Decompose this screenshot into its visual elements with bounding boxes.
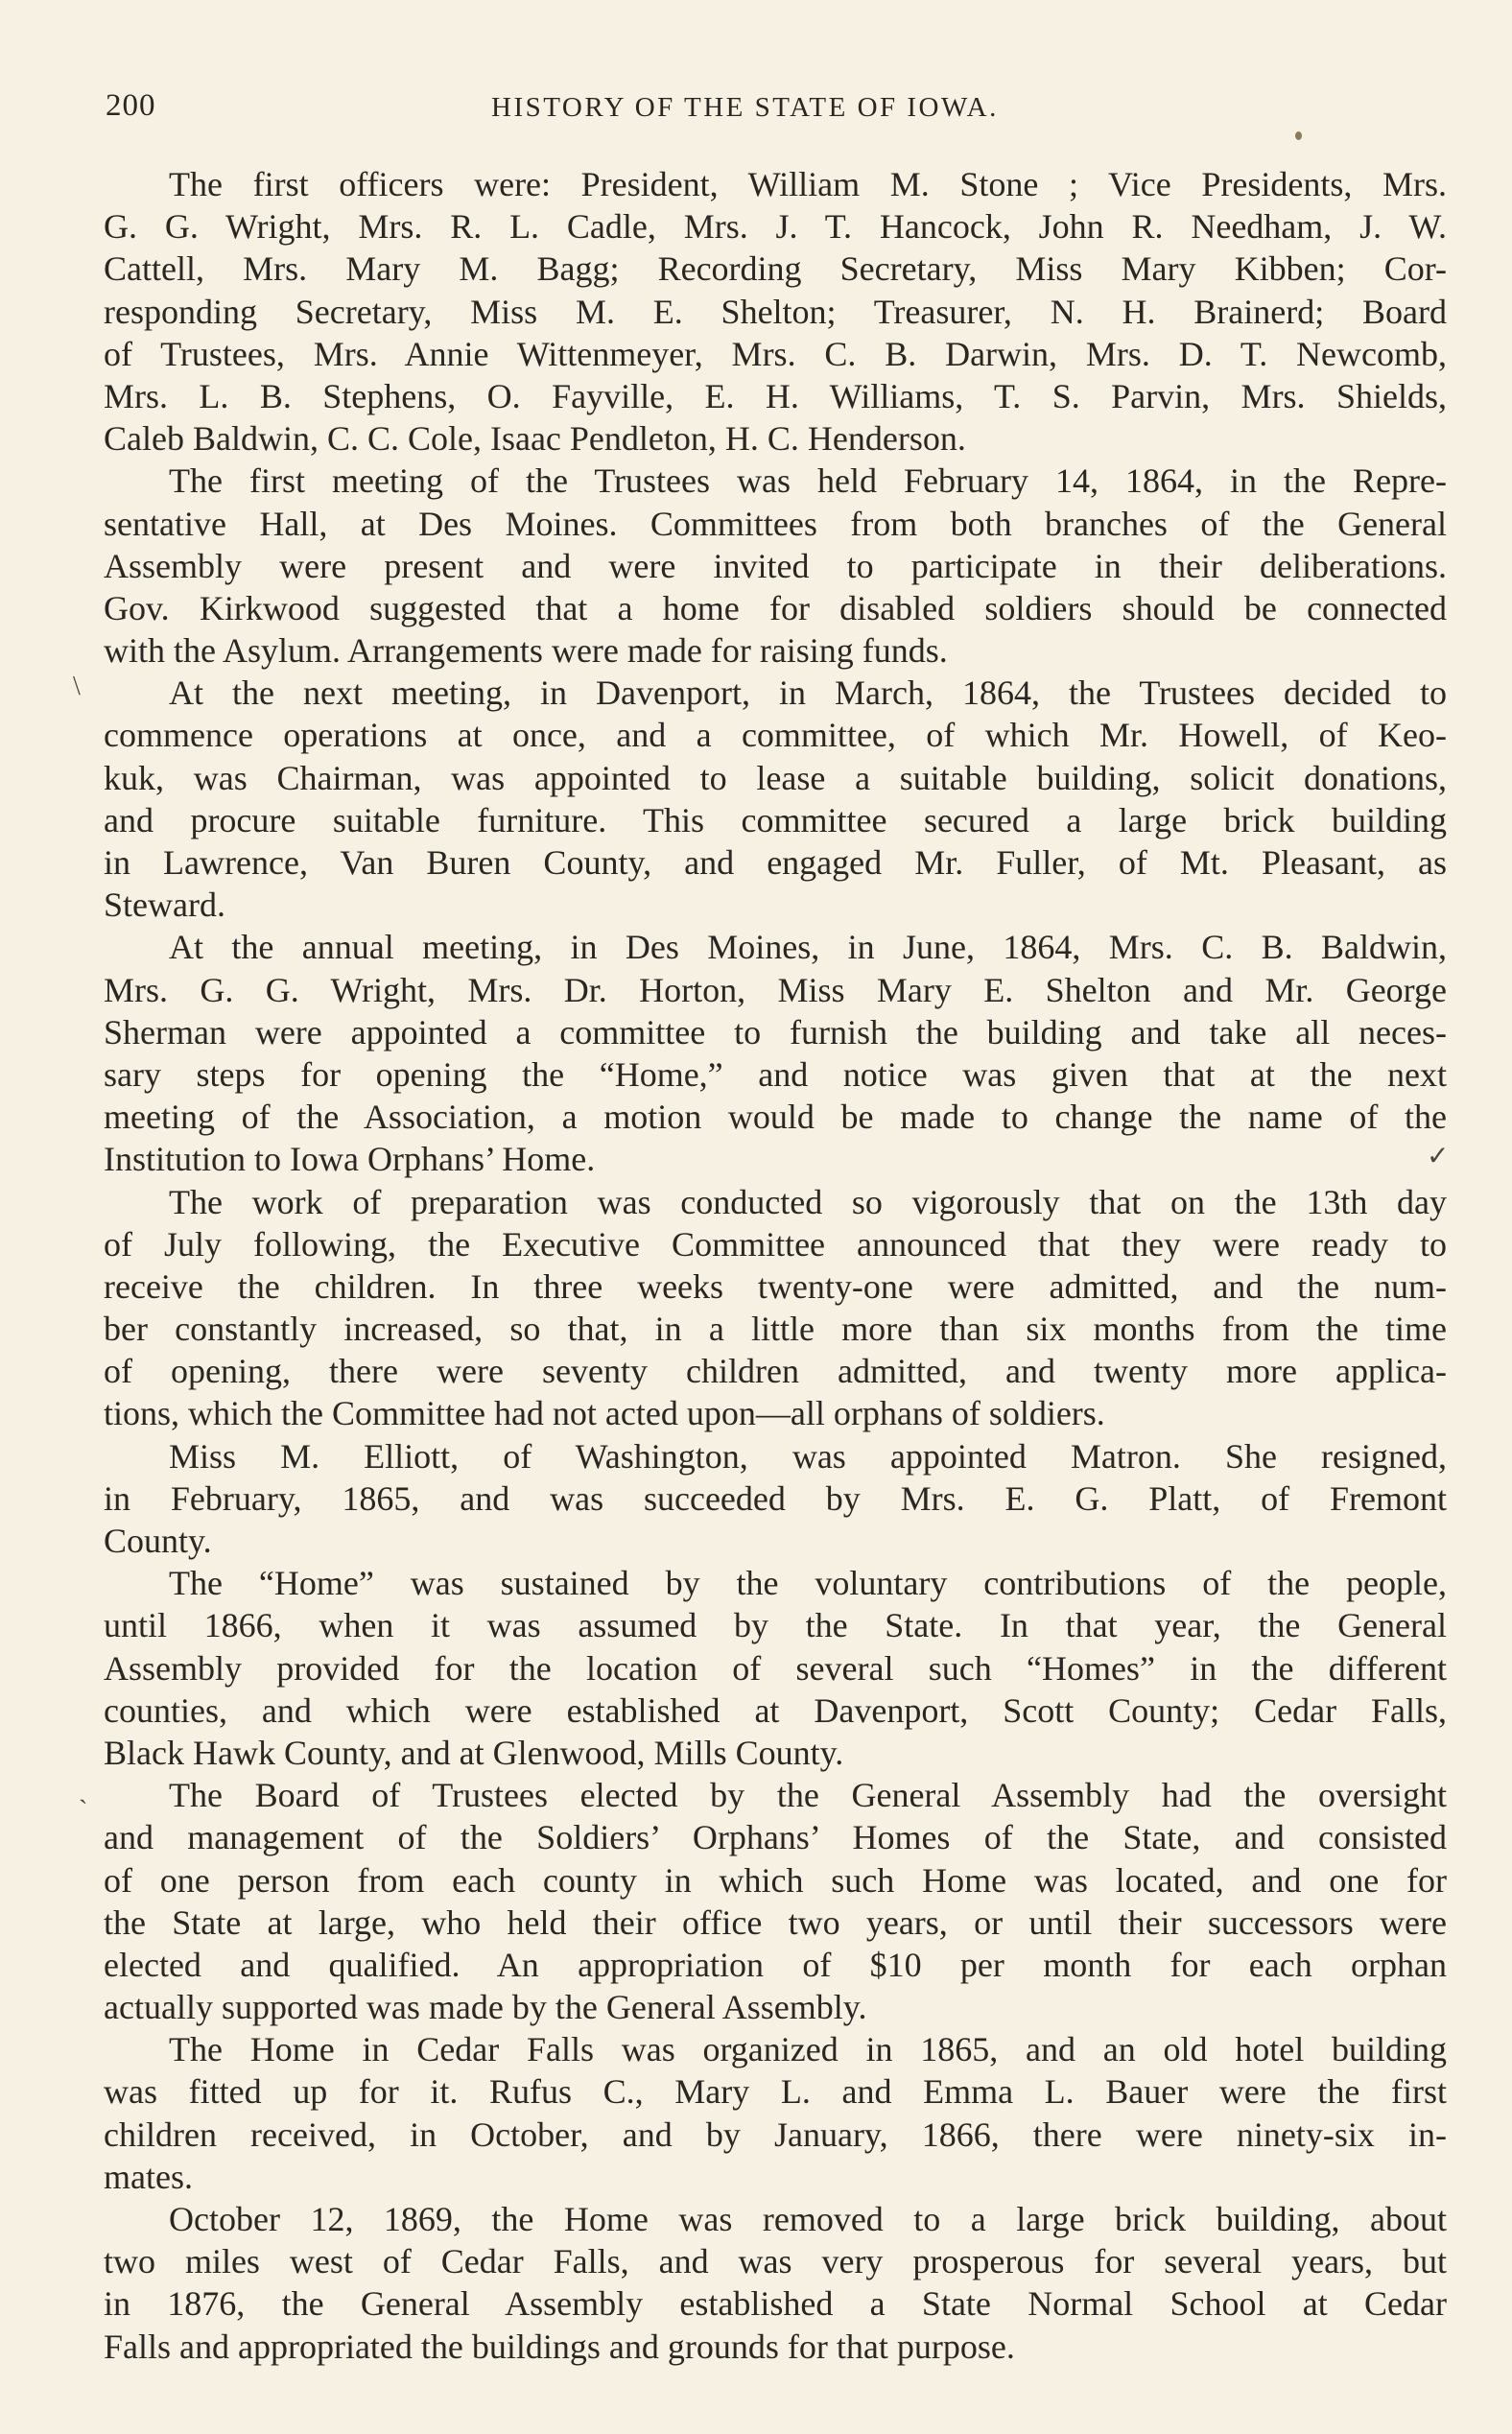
text-line: At the annual meeting, in Des Moines, in June, 1864, Mrs. C. B. Baldwin, [169,928,1447,967]
text-line: The work of preparation was conducted so vigorously that on the 13th day [169,1182,1447,1221]
text-line: Mrs. G. G. Wright, Mrs. Dr. Horton, Miss Mary E. Shelton and Mr. George [104,970,1447,1009]
text-line: The Home in Cedar Falls was organized in 1865, and an old hotel building [169,2030,1447,2069]
text-line: Falls and appropriated the buildings and grounds for that purpose. [104,2327,1015,2366]
text-line: two miles west of Cedar Falls, and was very prosperous for several years, but [104,2242,1447,2281]
text-line: sary steps for opening the “Home,” and notice was given that at the next [104,1054,1447,1094]
text-line: ber constantly increased, so that, in a little more than six months from the time [104,1310,1447,1349]
text-line: with the Asylum. Arrangements were made for raising funds. [104,631,948,671]
text-line: actually supported was made by the General Assembly. [104,1988,867,2027]
margin-check-mark: ✓ [1427,1142,1450,1171]
text-line: Cattell, Mrs. Mary M. Bagg; Recording Secretary, Miss Mary Kibben; Cor- [104,249,1447,289]
text-line: Sherman were appointed a committee to furnish the building and take all neces- [104,1012,1447,1052]
text-line: of opening, there were seventy children admitted, and twenty more applica- [104,1352,1447,1391]
text-line: was fitted up for it. Rufus C., Mary L. and Emma L. Bauer were the first [104,2072,1447,2112]
margin-tick-mark: ˎ [79,1775,88,1805]
text-line: kuk, was Chairman, was appointed to lease a suitable building, solicit donations, [104,758,1447,797]
text-line: mates. [104,2157,193,2196]
text-line: Institution to Iowa Orphans’ Home. [104,1140,596,1179]
text-line: The Board of Trustees elected by the General Assembly had the oversight [169,1776,1447,1815]
text-line: responding Secretary, Miss M. E. Shelton; Treasurer, N. H. Brainerd; Board [104,292,1447,331]
text-line: receive the children. In three weeks twenty-one were admitted, and the num- [104,1266,1447,1306]
text-line: Black Hawk County, and at Glenwood, Mills County. [104,1733,844,1772]
text-line: Miss M. Elliott, of Washington, was appointed Matron. She resigned, [169,1436,1447,1476]
text-line: of Trustees, Mrs. Annie Wittenmeyer, Mrs. C. B. Darwin, Mrs. D. T. Newcomb, [104,334,1447,373]
text-line: children received, in October, and by January, 1866, there were ninety-six in- [104,2115,1447,2154]
text-line: counties, and which were established at Davenport, Scott County; Cedar Falls, [104,1690,1447,1730]
text-line: At the next meeting, in Davenport, in March, 1864, the Trustees decided to [169,673,1447,713]
margin-tick-mark: \ [73,672,81,701]
text-line: of July following, the Executive Committee announced that they were ready to [104,1224,1447,1264]
text-line: Mrs. L. B. Stephens, O. Fayville, E. H. Williams, T. S. Parvin, Mrs. Shields, [104,376,1447,415]
text-line: in Lawrence, Van Buren County, and engaged Mr. Fuller, of Mt. Pleasant, as [104,843,1447,882]
text-line: G. G. Wright, Mrs. R. L. Cadle, Mrs. J. T. Hancock, John R. Needham, J. W. [104,207,1447,247]
text-line: The first officers were: President, William M. Stone ; Vice Presidents, Mrs. [169,165,1447,203]
text-line: Assembly were present and were invited to participate in their deliberations. [104,546,1447,585]
body-text [104,163,1450,2368]
text-line: Steward. [104,886,225,925]
page-number: 200 [106,88,156,123]
text-line: of one person from each county in which such Home was located, and one for [104,1860,1447,1900]
text-line: commence operations at once, and a committee, of which Mr. Howell, of Keo- [104,716,1447,755]
text-line: County. [104,1522,212,1560]
running-title: HISTORY OF THE STATE OF IOWA. [491,92,999,123]
text-line: in February, 1865, and was succeeded by Mrs. E. G. Platt, of Fremont [104,1478,1447,1518]
text-line: sentative Hall, at Des Moines. Committees from both branches of the General [104,504,1447,543]
text-line: until 1866, when it was assumed by the State. In that year, the General [104,1606,1447,1645]
text-line: meeting of the Association, a motion would be made to change the name of the [104,1098,1447,1137]
text-line: tions, which the Committee had not acted upon—all orphans of soldiers. [104,1394,1105,1433]
text-line: Caleb Baldwin, C. C. Cole, Isaac Pendleton, H. C. Henderson. [104,419,966,459]
running-head [106,88,1449,127]
text-line: elected and qualified. An appropriation of $10 per month for each orphan [104,1945,1447,1984]
text-line: and procure suitable furniture. This committee secured a large brick building [104,800,1447,839]
text-line: the State at large, who held their office two years, or until their successors were [104,1902,1447,1942]
text-line: and management of the Soldiers’ Orphans’ Homes of the State, and consisted [104,1818,1447,1857]
text-line: The first meeting of the Trustees was held February 14, 1864, in the Repre- [169,461,1447,501]
text-line: Gov. Kirkwood suggested that a home for disabled soldiers should be connected [104,588,1447,627]
text-line: in 1876, the General Assembly established a State Normal School at Cedar [104,2284,1447,2324]
ink-dot [1295,131,1302,140]
text-line: Assembly provided for the location of several such “Homes” in the different [104,1648,1447,1688]
text-line: October 12, 1869, the Home was removed to a large brick building, about [169,2200,1447,2238]
text-line: The “Home” was sustained by the voluntary contributions of the people, [169,1564,1447,1603]
